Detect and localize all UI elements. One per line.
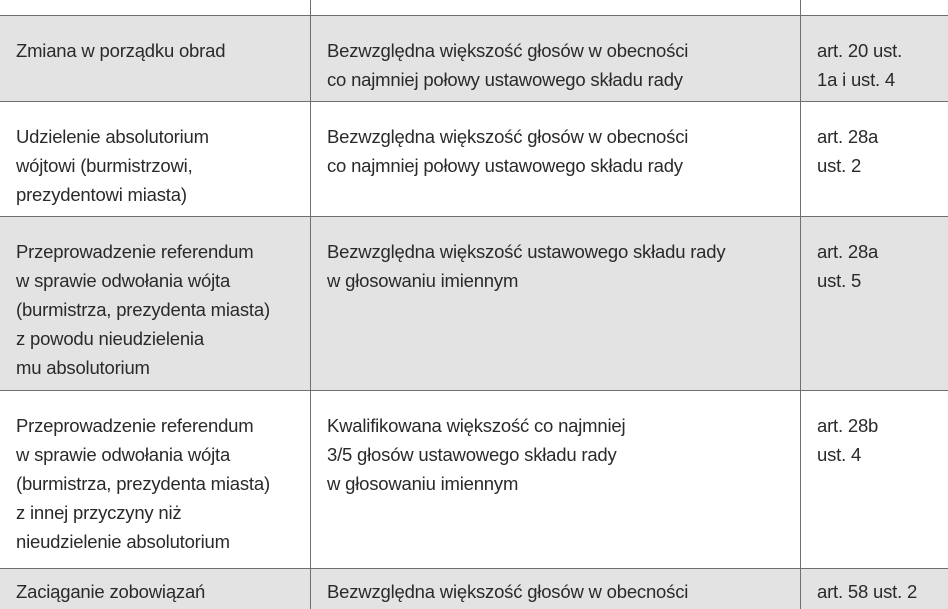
table-row bbox=[0, 390, 948, 569]
table-row bbox=[0, 568, 948, 609]
table-row bbox=[0, 0, 948, 15]
requirement-cell: Bezwzględna większość głosów w obecności co najmniej połowy ustawowego składu rady bbox=[310, 102, 800, 217]
article-cell: art. 28a ust. 5 bbox=[800, 217, 948, 391]
article-cell: art. 28a ust. 2 bbox=[800, 102, 948, 217]
action-cell: Udzielenie absolutorium wójtowi (burmistrzowi, prezydentowi miasta) bbox=[16, 126, 209, 205]
action-cell bbox=[0, 0, 310, 15]
requirement-cell: Bezwzględna większość ustawowego składu rady w głosowaniu imiennym bbox=[310, 217, 800, 391]
article-cell: art. 28b ust. 4 bbox=[800, 391, 948, 569]
action-cell: Przeprowadzenie referendum w sprawie odwołania wójta (burmistrza, prezydenta miasta) z innej przyczyny niż nieudzielenie absolutorium bbox=[16, 415, 270, 552]
article-cell: art. 58 ust. 2 bbox=[800, 569, 948, 609]
action-cell: Zmiana w porządku obrad bbox=[16, 40, 226, 61]
action-cell: Zaciąganie zobowiązań bbox=[16, 581, 206, 602]
table-row bbox=[0, 216, 948, 391]
article-cell bbox=[800, 0, 948, 15]
requirement-cell bbox=[310, 0, 800, 15]
action-cell: Przeprowadzenie referendum w sprawie odwołania wójta (burmistrza, prezydenta miasta) z powodu nieudzielenia mu absolutorium bbox=[16, 241, 270, 378]
table-row bbox=[0, 101, 948, 217]
requirement-cell: Kwalifikowana większość co najmniej 3/5 głosów ustawowego składu rady w głosowaniu imiennym bbox=[310, 391, 800, 569]
requirement-cell: Bezwzględna większość głosów w obecności co najmniej połowy ustawowego składu rady bbox=[310, 16, 800, 102]
article-cell: art. 20 ust. 1a i ust. 4 bbox=[800, 16, 948, 102]
table-row bbox=[0, 15, 948, 102]
requirement-cell: Bezwzględna większość głosów w obecności bbox=[310, 569, 800, 609]
